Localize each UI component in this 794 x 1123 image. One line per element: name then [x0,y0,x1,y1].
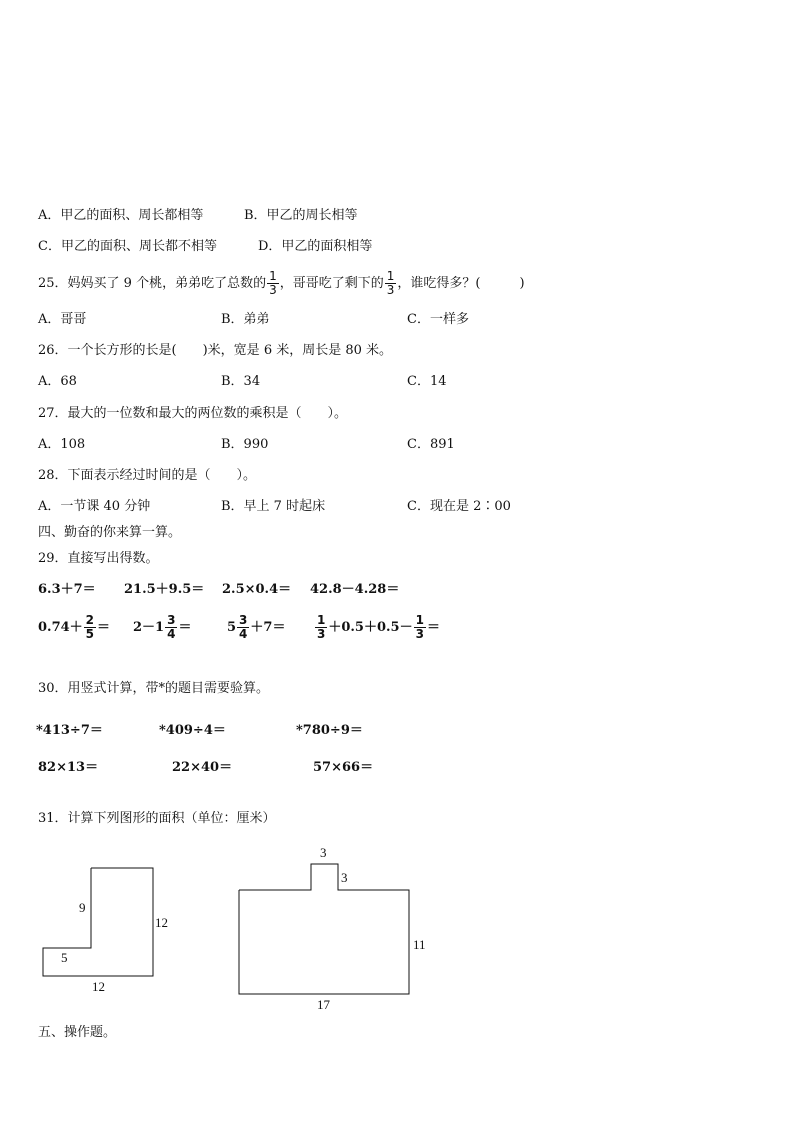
q27-option-b: B．990 [221,437,269,452]
q29-expr-5: 0.74＋ $\frac{2}{5}$ ＝ [38,613,111,641]
q26-option-b: B．34 [221,374,261,389]
q25-option-b: B．弟弟 [221,312,270,327]
q25-option-a: A．哥哥 [38,312,87,327]
figure-l-shape [43,868,168,994]
q26-option-a: A．68 [38,374,77,389]
q26-option-c: C．14 [407,374,447,389]
q29-expr-3: 2.5×0.4＝ [222,582,292,597]
q29-stem: 29．直接写出得数。 [38,551,159,566]
q29-expr-8: $\frac{1}{3}$ ＋0.5＋0.5－ $\frac{1}{3}$ ＝ [317,613,440,641]
q25-text-1: 25．妈妈买了 9 个桃，弟弟吃了总数的 [38,276,267,291]
l-shape-label-12-bottom: 12 [92,979,105,994]
section-5-heading: 五、操作题。 [38,1025,117,1040]
q25-fraction-1: $\frac{1}{3}$ [269,269,277,297]
q29-expr-6-fraction: $\frac{3}{4}$ [167,613,176,641]
q29-expr-4: 42.8－4.28＝ [310,582,400,597]
figure-rect-with-tab [239,845,426,1012]
q29-expr-1: 6.3＋7＝ [38,582,96,597]
q28-stem: 28．下面表示经过时间的是（ ）。 [38,468,257,483]
q28-option-b: B．早上 7 时起床 [221,499,326,514]
rect-with-tab-outline [239,864,409,994]
q30-expr-4: 82×13＝ [38,760,99,775]
q30-expr-5: 22×40＝ [172,760,233,775]
q31-figures [0,840,794,1070]
q27-option-c: C．891 [407,437,455,452]
q29-expr-7: 5 $\frac{3}{4}$ ＋7＝ [227,613,286,641]
q29-expr-7-fraction: $\frac{3}{4}$ [239,613,248,641]
q30-expr-3: *780÷9＝ [296,723,363,738]
q25-option-c: C．一样多 [407,312,469,327]
rect-label-3-top: 3 [320,845,327,860]
q28-option-a: A．一节课 40 分钟 [38,499,151,514]
l-shape-label-12-right: 12 [155,915,168,930]
q24-option-b: B．甲乙的周长相等 [244,208,358,223]
q25-text-3: ，谁吃得多？( ) [397,276,525,291]
q24-option-c: C．甲乙的面积、周长都不相等 [38,239,217,254]
q29-expr-5-fraction: $\frac{2}{5}$ [85,613,95,641]
q28-option-c: C．现在是 2∶00 [407,499,511,514]
q24-option-a: A．甲乙的面积、周长都相等 [38,208,204,223]
l-shape-label-5: 5 [61,950,68,965]
rect-label-11: 11 [413,937,426,952]
q27-stem: 27．最大的一位数和最大的两位数的乘积是（ ）。 [38,406,348,421]
q29-expr-8-fraction-2: $\frac{1}{3}$ [415,613,424,641]
rect-label-3-side: 3 [341,870,348,885]
q29-expr-8-fraction-1: $\frac{1}{3}$ [317,613,326,641]
q29-expr-6: 2－1 $\frac{3}{4}$ ＝ [133,613,192,641]
q31-stem: 31．计算下列图形的面积（单位：厘米） [38,811,276,826]
q24-option-d: D．甲乙的面积相等 [258,239,373,254]
q27-option-a: A．108 [38,437,86,452]
q25-fraction-2: $\frac{1}{3}$ [386,269,395,297]
q30-expr-2: *409÷4＝ [159,723,226,738]
q25-stem [38,266,525,302]
section-4-heading: 四、勤奋的你来算一算。 [38,525,182,540]
q30-expr-6: 57×66＝ [313,760,374,775]
q30-stem: 30．用竖式计算，带*的题目需要验算。 [38,681,270,696]
q30-expr-1: *413÷7＝ [36,723,103,738]
q25-text-2: ，哥哥吃了剩下的 [279,276,384,291]
q26-stem: 26．一个长方形的长是( )米，宽是 6 米，周长是 80 米。 [38,343,393,358]
l-shape-label-9: 9 [79,900,86,915]
l-shape-outline [43,868,153,976]
rect-label-17: 17 [317,997,330,1012]
q29-expr-2: 21.5＋9.5＝ [124,582,205,597]
